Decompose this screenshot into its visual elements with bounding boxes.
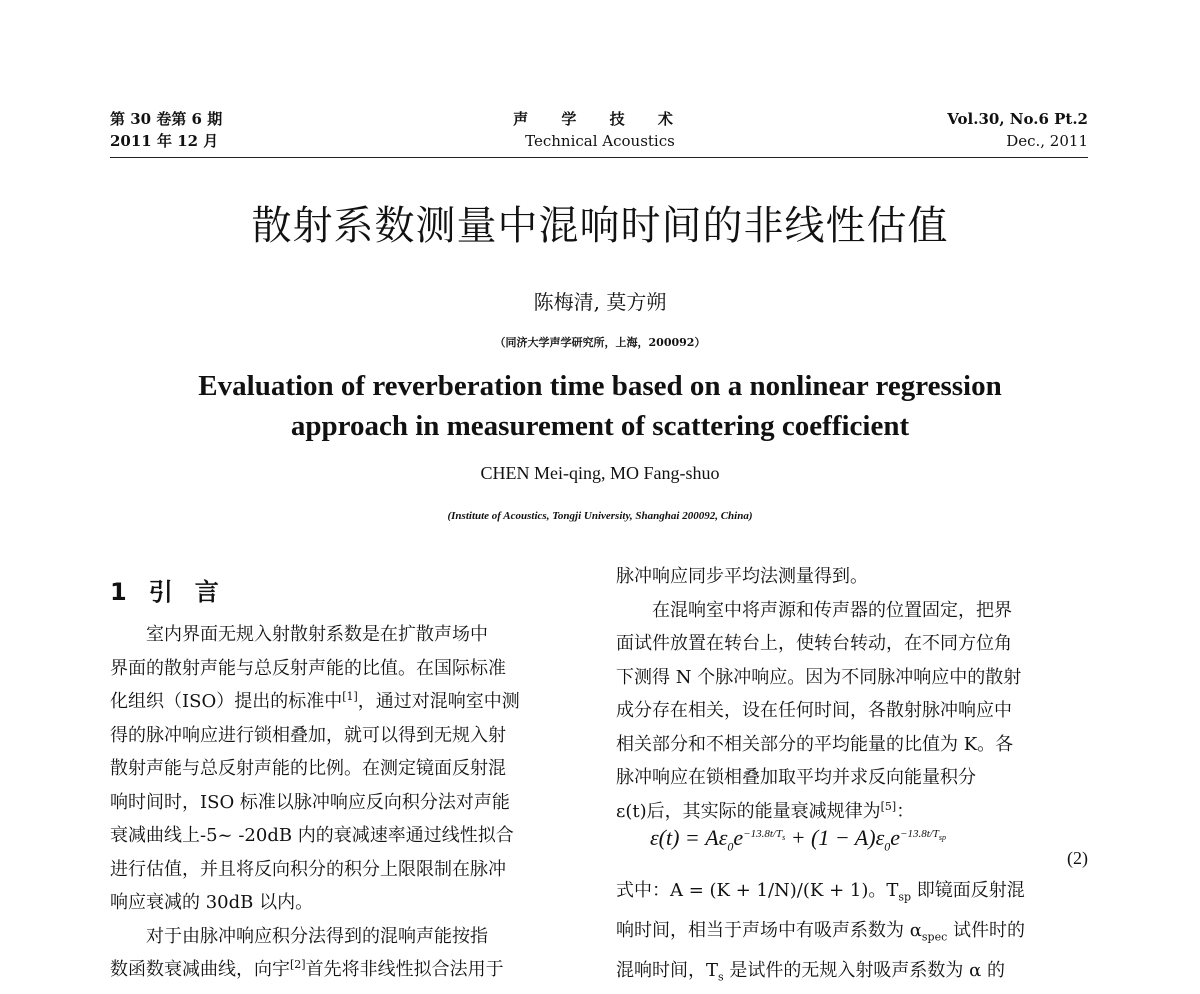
volume-en: Vol.30, No.6 Pt.2 [947, 110, 1088, 128]
paper-title-cn: 散射系数测量中混响时间的非线性估值 [251, 203, 949, 249]
section-heading [110, 572, 219, 607]
paragraph-line: 式中：A = (K + 1/N)/(K + 1)。$T_{sp}$ 即镜面反射混 [616, 880, 1025, 904]
paragraph-line: 界面的散射声能与总反射声能的比值。在国际标准 [110, 657, 506, 679]
section-title-part-1: 引 [148, 578, 173, 606]
right-column-continued [616, 874, 1088, 994]
paragraph-line: ε(t)后，其实际的能量衰减规律为[5]： [616, 799, 915, 822]
paragraph-line: 脉冲响应在锁相叠加取平均并求反向能量积分 [616, 767, 976, 788]
paragraph-line: 面试件放置在转台上，使转台转动，在不同方位角 [616, 633, 1012, 654]
paper-title-en [0, 366, 1200, 446]
paragraph-line: 相关部分和不相关部分的平均能量的比值为 K。各 [616, 733, 1014, 755]
paragraph-line: 进行估值，并且将反向积分的积分上限限制在脉冲 [110, 858, 506, 880]
authors-en: CHEN Mei-qing, MO Fang-shuo [480, 463, 720, 483]
title-en-line-1: Evaluation of reverberation time based on a nonlinear regression [198, 370, 1002, 402]
issue-date-cn: 2011 年 12 月 [110, 132, 219, 150]
authors-cn: 陈梅清, 莫方朔 [533, 290, 667, 314]
journal-name-en: Technical Acoustics [525, 132, 675, 150]
paragraph-line: 在混响室中将声源和传声器的位置固定，把界 [652, 599, 1012, 621]
citation[interactable]: [2] [290, 958, 306, 971]
paragraph-line: 下测得 N 个脉冲响应。因为不同脉冲响应中的散射 [616, 666, 1022, 688]
equation-number: (2) [1067, 848, 1088, 868]
right-column [616, 560, 1088, 828]
paragraph-line: 化组织（ISO）提出的标准中[1]，通过对混响室中测 [110, 690, 520, 712]
section-number: 1 [110, 578, 127, 606]
paragraph-line: 成分存在相关，设在任何时间，各散射脉冲响应中 [616, 700, 1012, 721]
citation[interactable]: [5] [880, 799, 897, 813]
header-rule [110, 157, 1088, 158]
citation[interactable]: [1] [342, 690, 358, 703]
paragraph-line: 数函数衰减曲线，向宇[2]首先将非线性拟合法用于 [110, 958, 504, 980]
affiliation-cn: （同济大学声学研究所，上海，200092） [494, 336, 706, 349]
paragraph-line: 混响时间，$T_s$ 是试件的无规入射吸声系数为 α 的 [616, 960, 1005, 984]
volume-issue: 第 30 卷第 6 期 [110, 110, 223, 128]
journal-header-right [947, 108, 1088, 152]
left-column [110, 618, 582, 987]
paragraph-line: 散射声能与总反射声能的比例。在测定镜面反射混 [110, 758, 506, 779]
title-en-line-2: approach in measurement of scattering coefficient [290, 410, 910, 442]
issue-date-en: Dec., 2011 [1006, 132, 1088, 150]
paragraph-line: 响时间时，ISO 标准以脉冲响应反向积分法对声能 [110, 791, 510, 813]
affiliation-en: (Institute of Acoustics, Tongji University, Shanghai 200092, China) [447, 510, 753, 522]
paragraph-line: 得的脉冲响应进行锁相叠加，就可以得到无规入射 [110, 724, 506, 746]
equation-2: $\varepsilon(t) = A\varepsilon_0e^{-13.8t/T_s} + (1 - A)\varepsilon_0e^{-13.8t/T_{sp}}$ [650, 825, 947, 854]
paragraph-line: 响应衰减的 30dB 以内。 [110, 892, 314, 913]
journal-name-cn: 声 学 技 术 [513, 110, 687, 128]
paragraph-line: 衰减曲线上-5~ -20dB 内的衰减速率通过线性拟合 [110, 825, 514, 846]
section-title-part-2: 言 [194, 578, 219, 606]
paragraph-line: 室内界面无规入射散射系数是在扩散声场中 [146, 624, 488, 645]
paragraph-line: 响时间，相当于声场中有吸声系数为 $\alpha_{spec}$ 试件时的 [616, 920, 1025, 944]
paragraph-line: 脉冲响应同步平均法测量得到。 [616, 566, 868, 587]
paragraph-line: 对于由脉冲响应积分法得到的混响声能按指 [146, 925, 488, 947]
